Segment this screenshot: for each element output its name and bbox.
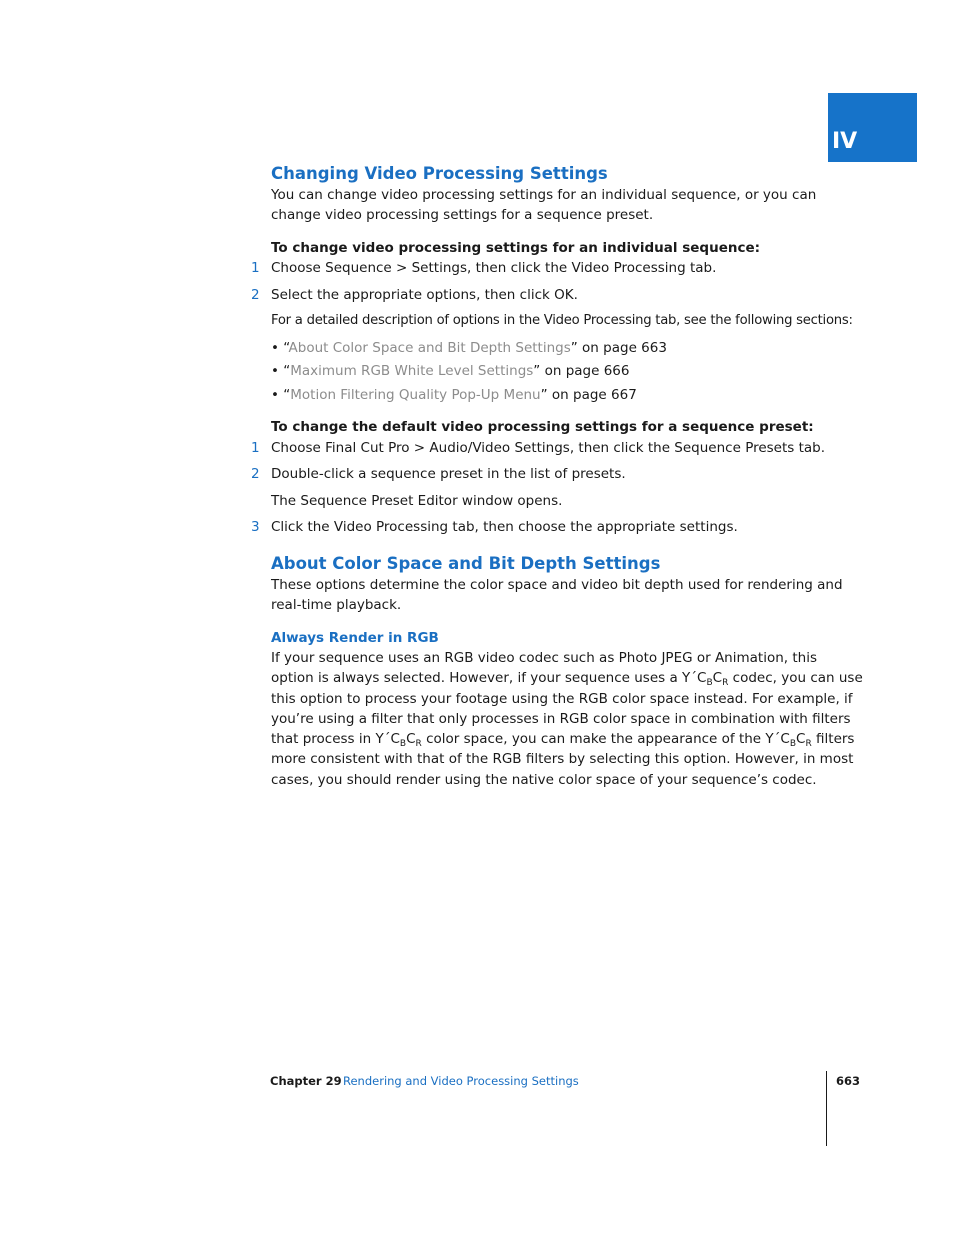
paragraph-line: you’re using a filter that only processes in RGB color space in combination with filters [271,711,851,727]
step-number: 2 [251,466,260,482]
subsection-heading-render-rgb: Always Render in RGB [271,630,439,646]
step-number: 3 [251,519,260,535]
task-title-individual: To change video processing settings for an individual sequence: [271,240,761,256]
bullet-item: • “About Color Space and Bit Depth Settings” on page 663 [271,340,667,356]
paragraph-line: If your sequence uses an RGB video codec such as Photo JPEG or Animation, this [271,650,817,666]
footer-divider [826,1071,827,1146]
link-color-space[interactable]: About Color Space and Bit Depth Settings [288,340,571,356]
footer-chapter: Chapter 29 [270,1074,342,1088]
bullet-item: • “Motion Filtering Quality Pop-Up Menu” on page 667 [271,387,637,403]
step-text: Choose Sequence > Settings, then click the Video Processing tab. [271,260,717,276]
description: For a detailed description of options in the Video Processing tab, see the following sections: [271,313,853,328]
section-intro-line-1: These options determine the color space and video bit depth used for rendering and [271,577,843,593]
step-number: 1 [251,260,260,276]
step-number: 2 [251,287,260,303]
step-note: The Sequence Preset Editor window opens. [271,493,563,509]
step-number: 1 [251,440,260,456]
task-title-preset: To change the default video processing settings for a sequence preset: [271,419,814,435]
footer-page-number: 663 [836,1074,861,1088]
part-tab-label: IV [832,129,858,154]
part-tab [828,93,917,162]
section-intro-line-2: real-time playback. [271,597,402,613]
step-text: Choose Final Cut Pro > Audio/Video Settings, then click the Sequence Presets tab. [271,440,826,456]
section-heading-color-space: About Color Space and Bit Depth Settings [271,554,661,573]
section-intro-line-1: You can change video processing settings for an individual sequence, or you can [271,187,817,203]
paragraph-line: this option to process your footage using the RGB color space instead. For example, if [271,691,853,707]
paragraph-line: cases, you should render using the native color space of your sequence’s codec. [271,772,817,788]
step-text: Click the Video Processing tab, then choose the appropriate settings. [271,519,738,535]
section-heading-video-processing: Changing Video Processing Settings [271,164,608,183]
step-text: Double-click a sequence preset in the list of presets. [271,466,626,482]
paragraph-line: more consistent with that of the RGB filters by selecting this option. However, in most [271,751,854,767]
paragraph-line: that process in $Y´C_BC_R$ color space, you can make the appearance of the $Y´C_BC_R$ filters [271,731,855,749]
section-intro-line-2: change video processing settings for a sequence preset. [271,207,654,223]
footer-chapter-title: Rendering and Video Processing Settings [343,1074,579,1088]
bullet-item: • “Maximum RGB White Level Settings” on page 666 [271,363,630,379]
link-max-rgb[interactable]: Maximum RGB White Level Settings [290,363,534,379]
paragraph-line: option is always selected. However, if your sequence uses a $Y´C_BC_R$ codec, you can use [271,670,863,688]
step-text: Select the appropriate options, then click OK. [271,287,578,303]
link-motion-filtering[interactable]: Motion Filtering Quality Pop-Up Menu [290,387,541,403]
